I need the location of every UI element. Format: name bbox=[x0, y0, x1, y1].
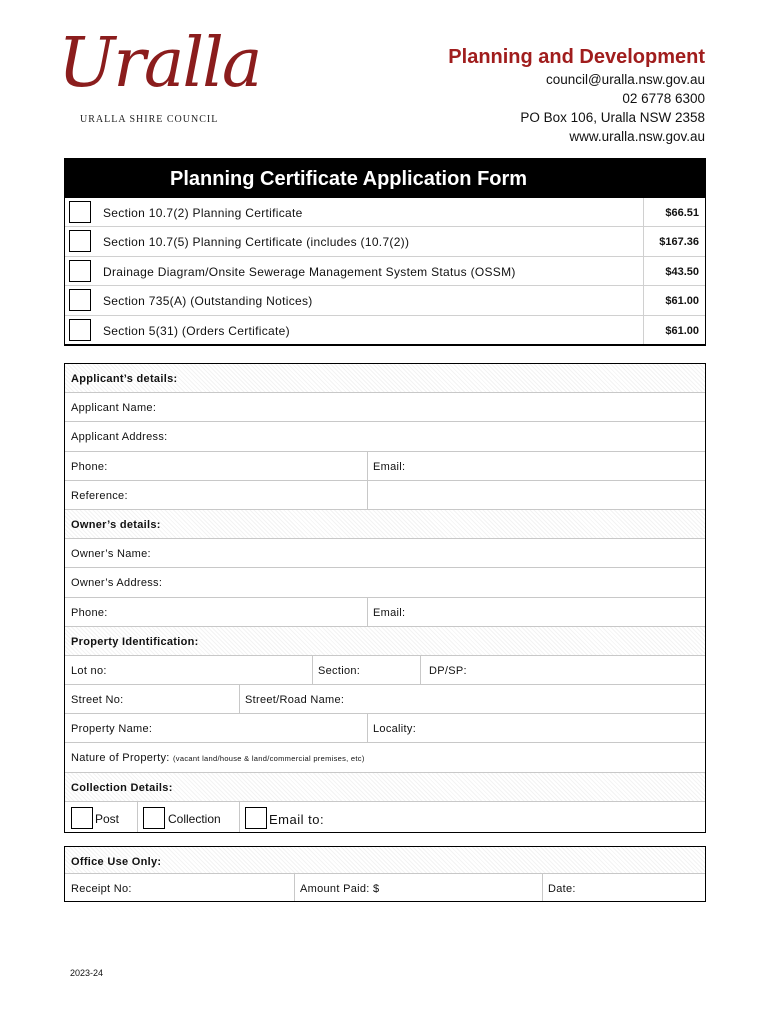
applicant-email-field[interactable] bbox=[367, 452, 405, 480]
owner-email-label: Email: bbox=[373, 606, 406, 619]
property-nature-row[interactable] bbox=[65, 743, 705, 772]
applicant-address-label: Applicant Address: bbox=[71, 431, 168, 444]
street-name-label: Street/Road Name: bbox=[245, 694, 345, 707]
contact-phone: 02 6778 6300 bbox=[622, 91, 705, 106]
street-no-field[interactable] bbox=[65, 685, 239, 713]
fee-row bbox=[65, 198, 705, 227]
amount-field[interactable] bbox=[294, 874, 542, 901]
nature-hint: (vacant land/house & land/commercial premises, etc) bbox=[173, 754, 365, 764]
section-label: Section: bbox=[318, 664, 361, 677]
logo-subtext: URALLA SHIRE COUNCIL bbox=[80, 114, 219, 125]
lot-label: Lot no: bbox=[71, 664, 107, 677]
reference-field[interactable] bbox=[65, 481, 367, 509]
receipt-field[interactable] bbox=[65, 874, 294, 901]
contact-address: PO Box 106, Uralla NSW 2358 bbox=[520, 110, 705, 125]
fee-label: Section 5(31) (Orders Certificate) bbox=[103, 323, 290, 338]
owner-address-row[interactable] bbox=[65, 568, 705, 597]
applicant-phone-field[interactable] bbox=[65, 452, 367, 480]
owner-heading: Owner’s details: bbox=[71, 518, 161, 531]
fee-label: Section 10.7(2) Planning Certificate bbox=[103, 206, 303, 220]
contact-website: www.uralla.nsw.gov.au bbox=[569, 129, 705, 144]
office-use-table bbox=[64, 846, 706, 902]
post-label: Post bbox=[95, 811, 120, 826]
office-fields-row bbox=[65, 874, 705, 901]
form-title: Planning Certificate Application Form bbox=[170, 168, 528, 190]
collection-label: Collection bbox=[168, 811, 221, 826]
applicant-name-row[interactable] bbox=[65, 393, 705, 422]
property-street-row bbox=[65, 685, 705, 714]
council-logo bbox=[58, 24, 261, 140]
owner-email-field[interactable] bbox=[367, 598, 405, 626]
email-checkbox[interactable] bbox=[245, 807, 267, 829]
post-checkbox[interactable] bbox=[71, 807, 93, 829]
section-header-office bbox=[65, 847, 705, 874]
applicant-phone-label: Phone: bbox=[71, 460, 108, 473]
certificate-options bbox=[64, 198, 706, 346]
street-no-label: Street No: bbox=[71, 694, 124, 707]
date-field[interactable] bbox=[542, 874, 576, 901]
applicant-email-label: Email: bbox=[373, 460, 406, 473]
owner-name-row[interactable] bbox=[65, 539, 705, 568]
logo-script-text: Uralla bbox=[58, 24, 261, 103]
fee-checkbox[interactable] bbox=[69, 230, 91, 252]
email-to-label: Email to: bbox=[269, 811, 325, 827]
property-lot-row bbox=[65, 656, 705, 685]
fee-row bbox=[65, 286, 705, 315]
fee-row bbox=[65, 316, 705, 345]
collection-heading: Collection Details: bbox=[71, 781, 173, 794]
fee-price: $61.00 bbox=[643, 316, 705, 344]
fee-price: $167.36 bbox=[643, 227, 705, 255]
section-header-owner bbox=[65, 510, 705, 539]
divider bbox=[137, 802, 138, 832]
locality-field[interactable] bbox=[367, 714, 416, 742]
amount-label: Amount Paid: $ bbox=[300, 883, 380, 895]
collection-options-row bbox=[65, 802, 705, 832]
divider bbox=[239, 802, 240, 832]
contact-block bbox=[448, 44, 705, 146]
fee-label: Section 735(A) (Outstanding Notices) bbox=[103, 294, 313, 309]
fee-checkbox[interactable] bbox=[69, 260, 91, 282]
owner-phone-label: Phone: bbox=[71, 606, 108, 619]
property-name-label: Property Name: bbox=[71, 723, 153, 736]
nature-field bbox=[65, 743, 365, 771]
owner-name-label: Owner’s Name: bbox=[71, 548, 151, 561]
fee-checkbox[interactable] bbox=[69, 289, 91, 311]
applicant-reference-row bbox=[65, 481, 705, 510]
form-title-bar bbox=[64, 158, 706, 198]
section-header-property bbox=[65, 627, 705, 656]
fee-price: $43.50 bbox=[643, 257, 705, 285]
receipt-label: Receipt No: bbox=[71, 883, 132, 895]
street-name-field[interactable] bbox=[239, 685, 344, 713]
applicant-heading: Applicant’s details: bbox=[71, 373, 178, 385]
fee-label: Section 10.7(5) Planning Certificate (includes (10.7(2)) bbox=[103, 235, 410, 250]
department-title: Planning and Development bbox=[448, 46, 705, 68]
fee-label: Drainage Diagram/Onsite Sewerage Management System Status (OSSM) bbox=[103, 264, 516, 279]
nature-label: Nature of Property: bbox=[71, 752, 170, 765]
section-field[interactable] bbox=[312, 656, 420, 684]
property-name-row bbox=[65, 714, 705, 743]
footer-year: 2023-24 bbox=[70, 968, 104, 978]
fee-price: $66.51 bbox=[643, 198, 705, 226]
fee-checkbox[interactable] bbox=[69, 201, 91, 223]
dpsp-field[interactable] bbox=[423, 656, 467, 684]
property-heading: Property Identification: bbox=[71, 635, 199, 648]
divider bbox=[420, 656, 421, 684]
dpsp-label: DP/SP: bbox=[429, 664, 467, 677]
fee-price: $61.00 bbox=[643, 286, 705, 314]
office-heading: Office Use Only: bbox=[71, 856, 162, 868]
date-label: Date: bbox=[548, 883, 576, 895]
applicant-address-row[interactable] bbox=[65, 422, 705, 451]
applicant-name-label: Applicant Name: bbox=[71, 402, 157, 415]
property-name-field[interactable] bbox=[65, 714, 367, 742]
collection-checkbox[interactable] bbox=[143, 807, 165, 829]
section-header-applicant bbox=[65, 364, 705, 393]
section-header-collection bbox=[65, 773, 705, 802]
owner-address-label: Owner’s Address: bbox=[71, 577, 163, 590]
locality-label: Locality: bbox=[373, 723, 417, 736]
fee-checkbox[interactable] bbox=[69, 319, 91, 341]
fee-row bbox=[65, 257, 705, 286]
owner-phone-field[interactable] bbox=[65, 598, 367, 626]
owner-phone-email-row bbox=[65, 598, 705, 627]
details-form bbox=[64, 363, 706, 833]
lot-field[interactable] bbox=[65, 656, 312, 684]
applicant-phone-email-row bbox=[65, 452, 705, 481]
fee-row bbox=[65, 227, 705, 256]
divider bbox=[367, 481, 368, 509]
contact-email: council@uralla.nsw.gov.au bbox=[545, 72, 705, 87]
reference-label: Reference: bbox=[71, 489, 128, 502]
